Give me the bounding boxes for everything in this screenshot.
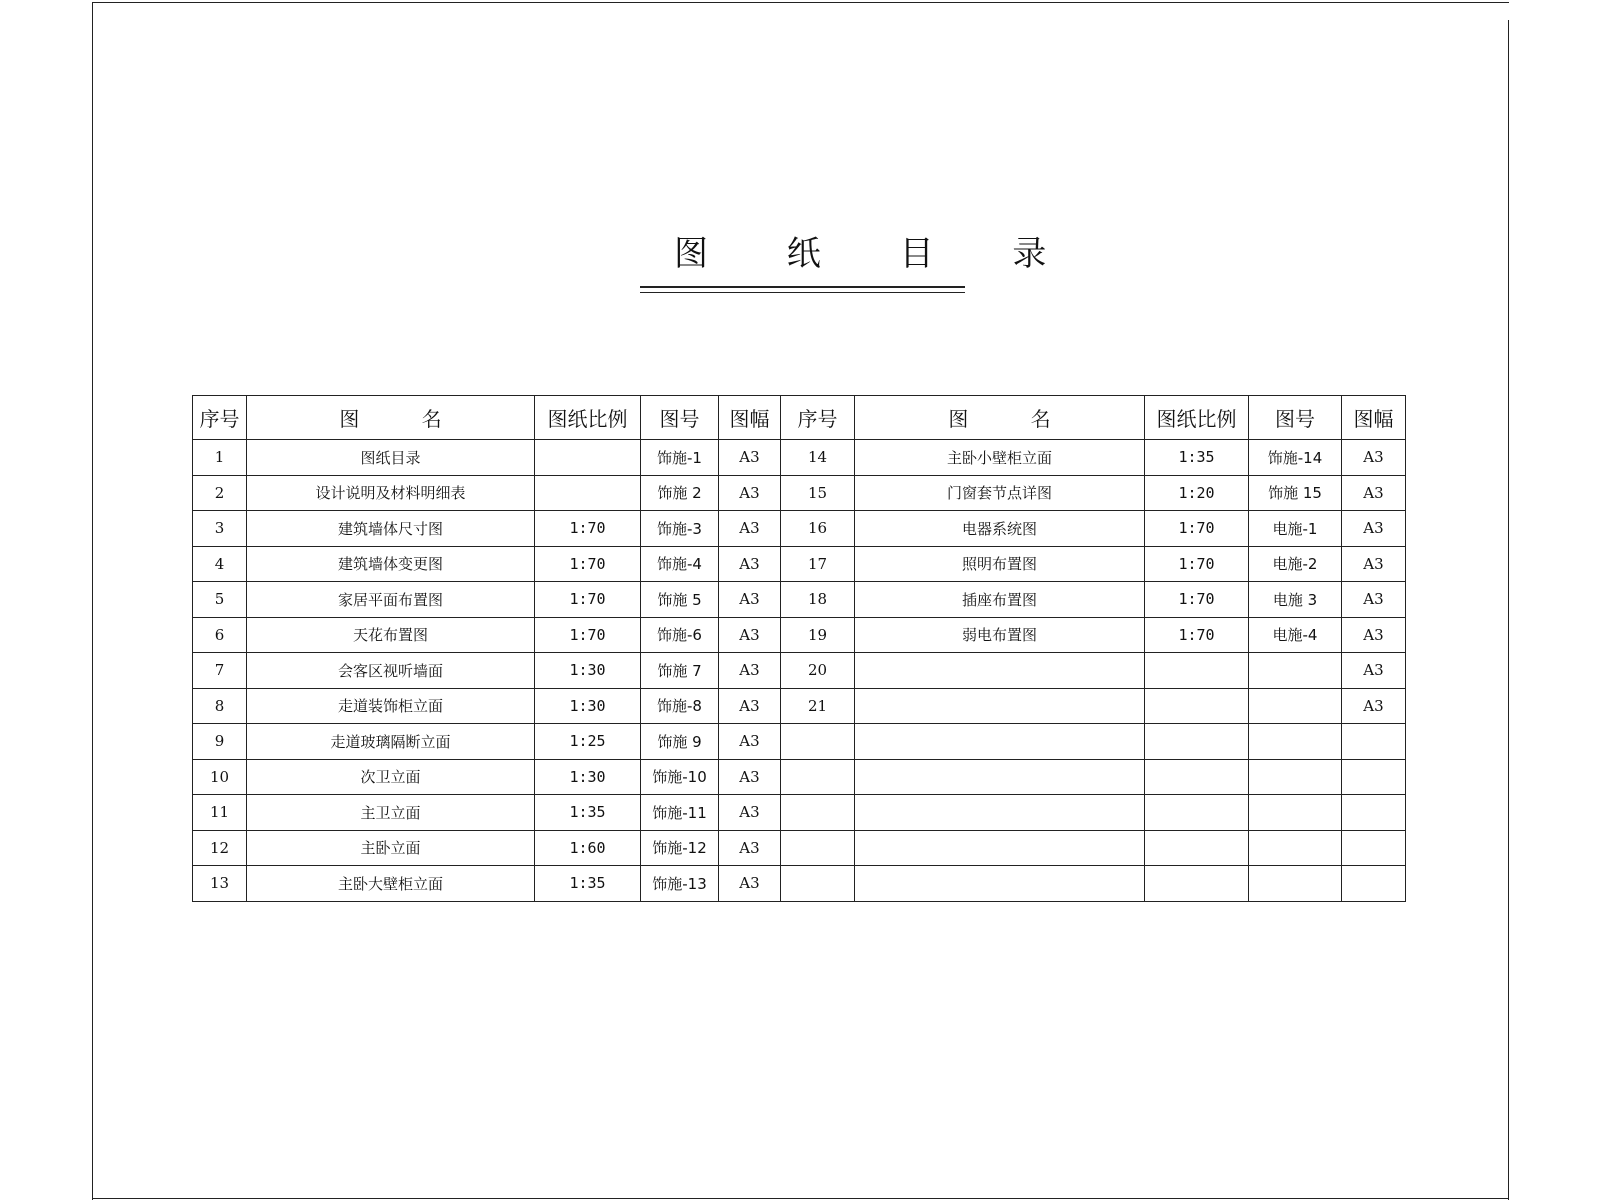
- sheet-scale-right: 1:70: [1145, 617, 1249, 653]
- sheet-name: 建筑墙体变更图: [247, 546, 535, 582]
- sheet-scale-right: 1:70: [1145, 582, 1249, 618]
- drawing-frame-left: [92, 2, 93, 1200]
- sheet-size: A3: [719, 830, 781, 866]
- sheet-size-right: A3: [1342, 582, 1406, 618]
- sheet-code-right: 电施-1: [1249, 511, 1342, 547]
- header-no-right: 序号: [781, 396, 855, 440]
- sheet-scale-right: [1145, 724, 1249, 760]
- table-row: [193, 582, 1406, 618]
- title-underline-thin: [640, 292, 965, 293]
- sheet-code: 饰施-6: [641, 617, 719, 653]
- sheet-number: 9: [193, 724, 247, 760]
- table-row: [193, 653, 1406, 689]
- sheet-scale: [535, 475, 641, 511]
- table-row: [193, 866, 1406, 902]
- sheet-number: 13: [193, 866, 247, 902]
- sheet-name-right: 插座布置图: [855, 582, 1145, 618]
- sheet-number: 12: [193, 830, 247, 866]
- drawing-frame-bottom: [92, 1198, 1509, 1199]
- sheet-size-right: [1342, 795, 1406, 831]
- sheet-code: 饰施 2: [641, 475, 719, 511]
- sheet-code: 饰施 5: [641, 582, 719, 618]
- sheet-code-right: 饰施-14: [1249, 440, 1342, 476]
- sheet-name: 主卧立面: [247, 830, 535, 866]
- sheet-scale-right: 1:20: [1145, 475, 1249, 511]
- sheet-scale: 1:25: [535, 724, 641, 760]
- sheet-size-right: A3: [1342, 546, 1406, 582]
- sheet-code: 饰施-10: [641, 759, 719, 795]
- table-row: [193, 795, 1406, 831]
- sheet-number-right: 15: [781, 475, 855, 511]
- sheet-name-right: [855, 759, 1145, 795]
- sheet-scale-right: [1145, 688, 1249, 724]
- sheet-scale-right: [1145, 795, 1249, 831]
- sheet-name-right: 主卧小壁柜立面: [855, 440, 1145, 476]
- sheet-number: 2: [193, 475, 247, 511]
- sheet-size-right: A3: [1342, 440, 1406, 476]
- sheet-number: 11: [193, 795, 247, 831]
- sheet-scale-right: 1:35: [1145, 440, 1249, 476]
- sheet-code-right: 电施 3: [1249, 582, 1342, 618]
- sheet-number: 3: [193, 511, 247, 547]
- sheet-code: 饰施-11: [641, 795, 719, 831]
- sheet-size: A3: [719, 582, 781, 618]
- header-size: 图幅: [719, 396, 781, 440]
- sheet-size: A3: [719, 688, 781, 724]
- sheet-code: 饰施-1: [641, 440, 719, 476]
- header-scale-right: 图纸比例: [1145, 396, 1249, 440]
- sheet-size-right: [1342, 830, 1406, 866]
- sheet-number-right: [781, 759, 855, 795]
- sheet-name-right: 照明布置图: [855, 546, 1145, 582]
- sheet-number-right: 18: [781, 582, 855, 618]
- drawing-index-table: [192, 395, 1406, 902]
- table-row: [193, 511, 1406, 547]
- sheet-code-right: [1249, 830, 1342, 866]
- sheet-scale: [535, 440, 641, 476]
- sheet-name: 建筑墙体尺寸图: [247, 511, 535, 547]
- sheet-code: 饰施-13: [641, 866, 719, 902]
- sheet-name: 次卫立面: [247, 759, 535, 795]
- sheet-size: A3: [719, 475, 781, 511]
- sheet-number: 4: [193, 546, 247, 582]
- sheet-size: A3: [719, 440, 781, 476]
- sheet-name: 主卧大壁柜立面: [247, 866, 535, 902]
- header-code-right: 图号: [1249, 396, 1342, 440]
- sheet-number: 6: [193, 617, 247, 653]
- sheet-scale: 1:60: [535, 830, 641, 866]
- sheet-code-right: 电施-4: [1249, 617, 1342, 653]
- drawing-frame-top: [92, 2, 1509, 3]
- sheet-number-right: 17: [781, 546, 855, 582]
- sheet-number: 8: [193, 688, 247, 724]
- sheet-scale-right: [1145, 653, 1249, 689]
- sheet-size: A3: [719, 617, 781, 653]
- sheet-number-right: [781, 724, 855, 760]
- sheet-size: A3: [719, 866, 781, 902]
- table-row: [193, 759, 1406, 795]
- sheet-code-right: [1249, 866, 1342, 902]
- sheet-number-right: [781, 830, 855, 866]
- sheet-number: 10: [193, 759, 247, 795]
- sheet-number: 5: [193, 582, 247, 618]
- sheet-name: 走道玻璃隔断立面: [247, 724, 535, 760]
- sheet-size: A3: [719, 546, 781, 582]
- title-underline: [640, 286, 965, 288]
- sheet-size-right: A3: [1342, 475, 1406, 511]
- sheet-size-right: A3: [1342, 653, 1406, 689]
- sheet-number-right: [781, 866, 855, 902]
- sheet-name-right: 弱电布置图: [855, 617, 1145, 653]
- sheet-size: A3: [719, 724, 781, 760]
- sheet-name: 家居平面布置图: [247, 582, 535, 618]
- sheet-size: A3: [719, 653, 781, 689]
- sheet-number-right: 19: [781, 617, 855, 653]
- sheet-name: 天花布置图: [247, 617, 535, 653]
- sheet-code-right: 电施-2: [1249, 546, 1342, 582]
- sheet-size-right: [1342, 724, 1406, 760]
- sheet-size: A3: [719, 759, 781, 795]
- sheet-name: 主卫立面: [247, 795, 535, 831]
- sheet-scale: 1:35: [535, 866, 641, 902]
- sheet-size-right: [1342, 759, 1406, 795]
- sheet-name-right: [855, 724, 1145, 760]
- sheet-name: 图纸目录: [247, 440, 535, 476]
- sheet-code: 饰施 9: [641, 724, 719, 760]
- sheet-code: 饰施-8: [641, 688, 719, 724]
- sheet-code: 饰施 7: [641, 653, 719, 689]
- table-row: [193, 724, 1406, 760]
- sheet-scale: 1:30: [535, 759, 641, 795]
- sheet-code: 饰施-12: [641, 830, 719, 866]
- table-row: [193, 688, 1406, 724]
- sheet-scale: 1:70: [535, 511, 641, 547]
- sheet-name-right: [855, 830, 1145, 866]
- sheet-size-right: [1342, 866, 1406, 902]
- sheet-name-right: [855, 688, 1145, 724]
- sheet-code: 饰施-4: [641, 546, 719, 582]
- sheet-scale: 1:30: [535, 688, 641, 724]
- sheet-number-right: 20: [781, 653, 855, 689]
- sheet-name: 设计说明及材料明细表: [247, 475, 535, 511]
- sheet-number: 7: [193, 653, 247, 689]
- table-row: [193, 546, 1406, 582]
- header-no: 序号: [193, 396, 247, 440]
- header-name: 图 名: [247, 396, 535, 440]
- sheet-name: 会客区视听墙面: [247, 653, 535, 689]
- sheet-scale-right: [1145, 830, 1249, 866]
- sheet-scale: 1:70: [535, 582, 641, 618]
- sheet-code-right: [1249, 795, 1342, 831]
- sheet-code-right: [1249, 759, 1342, 795]
- sheet-scale-right: 1:70: [1145, 546, 1249, 582]
- table-row: [193, 440, 1406, 476]
- table-row: [193, 830, 1406, 866]
- sheet-scale: 1:70: [535, 617, 641, 653]
- sheet-scale-right: 1:70: [1145, 511, 1249, 547]
- table-row: [193, 617, 1406, 653]
- table-header-row: [193, 396, 1406, 440]
- header-scale: 图纸比例: [535, 396, 641, 440]
- sheet-name-right: [855, 866, 1145, 902]
- sheet-size-right: A3: [1342, 688, 1406, 724]
- sheet-name-right: 门窗套节点详图: [855, 475, 1145, 511]
- page-title: 图 纸 目 录: [674, 234, 1081, 274]
- sheet-code-right: 饰施 15: [1249, 475, 1342, 511]
- header-size-right: 图幅: [1342, 396, 1406, 440]
- header-name-right: 图 名: [855, 396, 1145, 440]
- sheet-number-right: 14: [781, 440, 855, 476]
- table-row: [193, 475, 1406, 511]
- sheet-number-right: 21: [781, 688, 855, 724]
- sheet-name-right: 电器系统图: [855, 511, 1145, 547]
- sheet-name: 走道装饰柜立面: [247, 688, 535, 724]
- header-code: 图号: [641, 396, 719, 440]
- sheet-number: 1: [193, 440, 247, 476]
- sheet-scale-right: [1145, 759, 1249, 795]
- sheet-code-right: [1249, 724, 1342, 760]
- sheet-size: A3: [719, 795, 781, 831]
- sheet-number-right: 16: [781, 511, 855, 547]
- sheet-code-right: [1249, 688, 1342, 724]
- sheet-size: A3: [719, 511, 781, 547]
- sheet-size-right: A3: [1342, 511, 1406, 547]
- drawing-frame-right: [1508, 20, 1509, 1200]
- sheet-scale-right: [1145, 866, 1249, 902]
- sheet-size-right: A3: [1342, 617, 1406, 653]
- sheet-code: 饰施-3: [641, 511, 719, 547]
- sheet-scale: 1:70: [535, 546, 641, 582]
- sheet-name-right: [855, 653, 1145, 689]
- sheet-code-right: [1249, 653, 1342, 689]
- sheet-number-right: [781, 795, 855, 831]
- sheet-scale: 1:30: [535, 653, 641, 689]
- sheet-scale: 1:35: [535, 795, 641, 831]
- sheet-name-right: [855, 795, 1145, 831]
